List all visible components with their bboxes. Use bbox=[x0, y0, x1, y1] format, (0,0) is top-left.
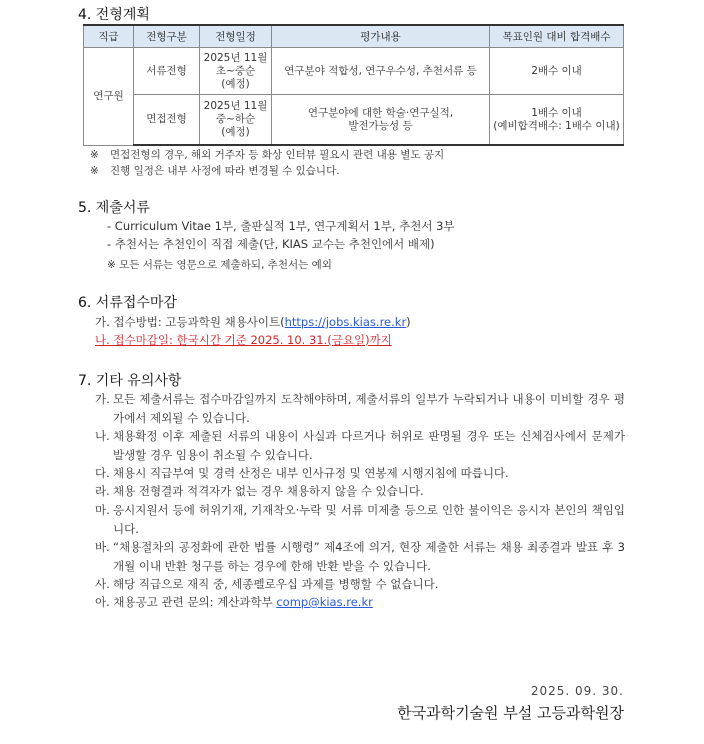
section6-title: 6. 서류접수마감 bbox=[78, 295, 177, 311]
schedule-cell: 2025년 11월 중~하순 (예정) bbox=[200, 95, 272, 146]
schedule-table bbox=[83, 24, 624, 146]
deadline-text: 나. 접수마감일: 한국시간 기준 2025. 10. 31.(금요일)까지 bbox=[95, 333, 392, 347]
list-item bbox=[95, 390, 625, 427]
table-row bbox=[84, 48, 624, 95]
type-cell: 서류전형 bbox=[134, 48, 200, 95]
ratio-cell: 2배수 이내 bbox=[490, 48, 624, 95]
item-number: 나. bbox=[95, 429, 110, 443]
note-mark: ※ bbox=[90, 165, 99, 177]
note-item bbox=[90, 163, 340, 178]
item-text: 채용 전형결과 적격자가 없는 경우 채용하지 않을 수 있습니다. bbox=[113, 484, 424, 498]
submission-method-label: 가. 접수방법: 고등과학원 채용사이트( bbox=[95, 315, 285, 329]
item-number: 마. bbox=[95, 503, 110, 517]
contact-email-link[interactable]: comp@kias.re.kr bbox=[276, 595, 373, 609]
table-row bbox=[84, 95, 624, 146]
ratio-cell: 1배수 이내 (예비합격배수: 1배수 이내) bbox=[490, 95, 624, 146]
list-item bbox=[95, 464, 625, 483]
item-text: 모든 제출서류는 접수마감일까지 도착해야하며, 제출서류의 일부가 누락되거나 내용이 미비할 경우 평가에서 제외될 수 있습니다. bbox=[113, 392, 625, 425]
submission-method bbox=[95, 314, 411, 330]
list-item bbox=[95, 482, 625, 501]
list-item bbox=[95, 538, 625, 575]
item-text: “채용절차의 공정화에 관한 법률 시행령” 제4조에 의거, 현장 제출한 서류는 채용 최종결과 발표 후 3개월 이내 반환 청구를 하는 경우에 한해 반환 받을 수 있습니다. bbox=[113, 540, 625, 573]
list-item bbox=[95, 427, 625, 464]
note-text: 진행 일정은 내부 사정에 따라 변경될 수 있습니다. bbox=[110, 165, 340, 177]
header-content: 평가내용 bbox=[272, 25, 490, 48]
item-number: 가. bbox=[95, 392, 110, 406]
document-date: 2025. 09. 30. bbox=[530, 684, 624, 698]
contact-label: 아. 채용공고 관련 문의: 계산과학부 bbox=[95, 595, 277, 609]
list-item bbox=[95, 575, 625, 594]
content-cell: 연구분야에 대한 학술·연구실적, 발전가능성 등 bbox=[272, 95, 490, 146]
list-item bbox=[95, 501, 625, 538]
doc-list-item: - Curriculum Vitae 1부, 출판실적 1부, 연구계획서 1부, 추천서 3부 bbox=[107, 219, 455, 233]
item-number: 바. bbox=[95, 540, 110, 554]
section7-title: 7. 기타 유의사항 bbox=[78, 373, 182, 389]
header-ratio: 목표인원 대비 합격배수 bbox=[490, 25, 624, 48]
submission-method-suffix: ) bbox=[406, 315, 411, 329]
note-text: 면접전형의 경우, 해외 거주자 등 화상 인터뷰 필요시 관련 내용 별도 공지 bbox=[110, 149, 445, 161]
item-text: 응시지원서 등에 허위기재, 기재착오·누락 및 서류 미제출 등으로 인한 불이익은 응시자 본인의 책임입니다. bbox=[113, 503, 625, 536]
doc-note: ※ 모든 서류는 영문으로 제출하되, 추천서는 예외 bbox=[107, 259, 332, 271]
section4-title: 4. 전형계획 bbox=[78, 7, 150, 23]
item-text: 채용확정 이후 제출된 서류의 내용이 사실과 다르거나 허위로 판명될 경우 또는 신체검사에서 문제가 발생할 경우 임용이 취소될 수 있습니다. bbox=[113, 429, 625, 462]
item-text: 채용시 직급부여 및 경력 산정은 내부 인사규정 및 연봉제 시행지침에 따릅니다. bbox=[113, 466, 509, 480]
note-item bbox=[90, 147, 444, 162]
header-type: 전형구분 bbox=[134, 25, 200, 48]
rank-cell: 연구원 bbox=[84, 48, 134, 146]
table-header-row bbox=[84, 25, 624, 48]
note-mark: ※ bbox=[90, 149, 99, 161]
doc-list-item: - 추천서는 추천인이 직접 제출(단, KIAS 교수는 추천인에서 배제) bbox=[107, 237, 435, 251]
content-cell: 연구분야 적합성, 연구우수성, 추천서류 등 bbox=[272, 48, 490, 95]
item-number: 다. bbox=[95, 466, 110, 480]
header-schedule: 전형일정 bbox=[200, 25, 272, 48]
item-text: 해당 직급으로 재직 중, 세종펠로우십 과제를 병행할 수 없습니다. bbox=[113, 577, 439, 591]
header-rank: 직급 bbox=[84, 25, 134, 48]
schedule-cell: 2025년 11월 초~중순 (예정) bbox=[200, 48, 272, 95]
section5-title: 5. 제출서류 bbox=[78, 200, 150, 216]
item-number: 라. bbox=[95, 484, 110, 498]
contact-line bbox=[95, 594, 373, 610]
item-number: 사. bbox=[95, 577, 110, 591]
issuer-signature: 한국과학기술원 부설 고등과학원장 bbox=[397, 704, 624, 722]
type-cell: 면접전형 bbox=[134, 95, 200, 146]
jobs-site-link[interactable]: https://jobs.kias.re.kr bbox=[284, 315, 407, 329]
